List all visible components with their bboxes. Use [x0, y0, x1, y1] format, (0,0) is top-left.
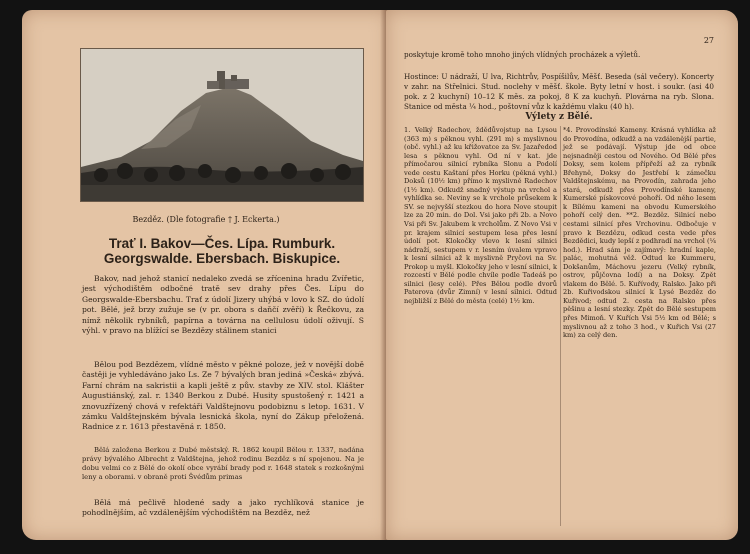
page-number: 27	[703, 36, 714, 45]
vylety-heading: Výlety z Bělé.	[525, 112, 593, 122]
paragraph-sady: Bělá má pečlivě hlodené sady a jako rychlíková stanice je pohodlnějším, ač vzdálenějším východištěm na Bezděz, než	[82, 498, 364, 518]
paragraph-bela: Bělou pod Bezdězem, vlídné město v pěkné poloze, jež v novější době častěji je vyhledáváno jako Ls. Ze 7 bývalých bran jediná »Česká« zbývá. Farní chrám na sakristii a kapli ještě z pův. stavby ze XIV. stol. Klášter Augustiánský, zal. r. 1340 Berkou z Dubé. Husity spustošený r. 1421 a znovuzřízený chová v refektáři Valdštejnovu podobiznu s letop. 1631. V zámku Valdštejnském bývala lesnická škola, nyní do Zákup přeložená. Radnice z r. 1613 přestavěná r. 1850.	[82, 360, 364, 432]
two-column-text	[404, 126, 716, 530]
left-page	[22, 10, 390, 540]
column-right: *4. Provodínské Kameny. Krásná vyhlídka až do Provodína, odkudž a na vzdálenější partie, jež se podávají. Výstup jde od obce nejsnadněji cestou od Nového. Od Bělé přes Doksy, sem kolem přípřeží až za rybník Břehyně, Doksy do Jestřebí k zámečku Valdštejnskému, na Provodín, zahrada jeho stará, odkudž přes Provodínské kameny, Kumerské pískovcové pohoří. Od něho lesem k Bílému kameni na obvodu Kumerského pohoří celý den. **2. Bezděz. Silnicí nebo cestami silnicí přes Vrchovinu. Odbočuje v pravo k Bezdězu, odkud cesta vede přes Bezdědici, kudy lepší z podhradí na vrchol (¼ hod.). Hrad sám je zajímavý: hradní kaple, palác, mohutná věž. Odtud ke Kummeru, Dokšanům, Máchovu jezeru (Velký rybník, ostrov, půjčovna lodí) a na Doksy. Zpět vlakem do Bělé. 5. Kuřívody, Ralsko. Jako při 2b. Kuřivodskou silnicí k Lysé Bezděz do Kuřivod; odtud 2. cesta na Ralsko přes pěšinu a lesní stezky. Zpět do Bělé sestupem přes Mimoň. V Kuřích Vsi 5½ km od Bělé; s myslivnou až z toho 3 hod., v Kuřich Vsi (27 km) za celý den.	[563, 126, 716, 340]
section-heading: Trať I. Bakov—Čes. Lípa. Rumburk. Georgswalde. Ebersbach. Biskupice.	[103, 236, 341, 266]
right-page	[386, 10, 738, 540]
open-book	[14, 10, 738, 546]
castle-hill-illustration	[81, 49, 363, 201]
bezdez-photo	[80, 48, 364, 202]
column-divider	[560, 126, 561, 526]
column-left: 1. Velký Radechov, ždědůvojstup na Lysou (363 m) s pěknou vyhl. (291 m) s myslivnou (obč. vyhl.) až ku křižovatce za Sv. Jazaředod lesa s pěknou vyhl. Od ní v kat. jde přímočarou silnicí rybníka Slonu a Podolí vede cestu Kaštaní přes Horku (pěkná vyhl.) Doksů (10½ km) přímo k myslivně Radechov (1½ km). Odkudž snadný výstup na vrchol a vyhlídka se. Neviny se k vrchole průsekem k SV. se nejvyšší stezkou do hora Nove stoupit lze za 20 min. do Dol. Vsi jako při 2b. a Novo Vsi při Sv. Jakubem k vrcholům. Z Novo Vsi v pr. krajem silnicí sestupem lesa přes lesní údolí pot. Klokočky vlevo k lesní silnici nádraží, sestupem v r. lesním úvalem vpravo k lesní silnici až k myslivně Pryčovi na Sv. Prokop u myšl. Klokočky jeho v lesní silnici, k rozcestí v Bělé podle chvíle podle Tadeáš po silnici (lesy celé). Přes Bělou podle dvorů Paterova (dvůr Zimní) v lesní silnici. Odtud nejbližší z Bělé do města (celé) 1½ km.	[404, 126, 557, 305]
paragraph-history: Bělá založena Berkou z Dubé městský. R. 1862 koupil Bělou r. 1337, nadána právy bývalého Albrecht z Valdštejna, jehož rodinu Bezděz s ní spojenou. Na je dobu velmi co z Bělé do okolí obce vyrábí brady pod r. 1648 statek s rozkošnými leny a oborami. v obraně proti Švédům primas	[82, 446, 364, 481]
hostince-text: Hostince: U nádraží, U lva, Richtrův, Pospíšilův, Měšť. Beseda (sál večery). Koncerty v zahr. na Střelnici. Stud. noclehy v měšť. škole. Byty letní v host. i soukr. (asi 40 pok. z 2 kuchyní) 10–12 K měs. za pokoj, 8 K za kuchyň. Plovárna na ryb. Slona. Stanice od města ¼ hod., poštovní vůz k každému vlaku (40 h).	[404, 72, 714, 111]
paragraph-bakov: Bakov, nad jehož stanicí nedaleko zvedá se zřícenina hradu Zvířetic, jest východištěm odbočné tratě sev drahy přes Čes. Lípu do Georgswalde-Ebersbachu. Trať z údolí Jizery uhýbá v lovo k SZ. do údolí pot. Bělé, jež brzy zužuje se (v pr. obora s daňčí zvěří) k Řečkovu, za nímž několik rybníků, papírna a továrna na cellulosu údolí oživují. S výhl. v pravo na blížící se Bezdězy stálinem stanici	[82, 274, 364, 336]
photo-caption: Bezděz. (Dle fotografie † J. Eckerta.)	[132, 215, 280, 224]
intro-text: poskytuje kromě toho mnoho jiných vlídných procházek a výletů.	[404, 50, 641, 59]
